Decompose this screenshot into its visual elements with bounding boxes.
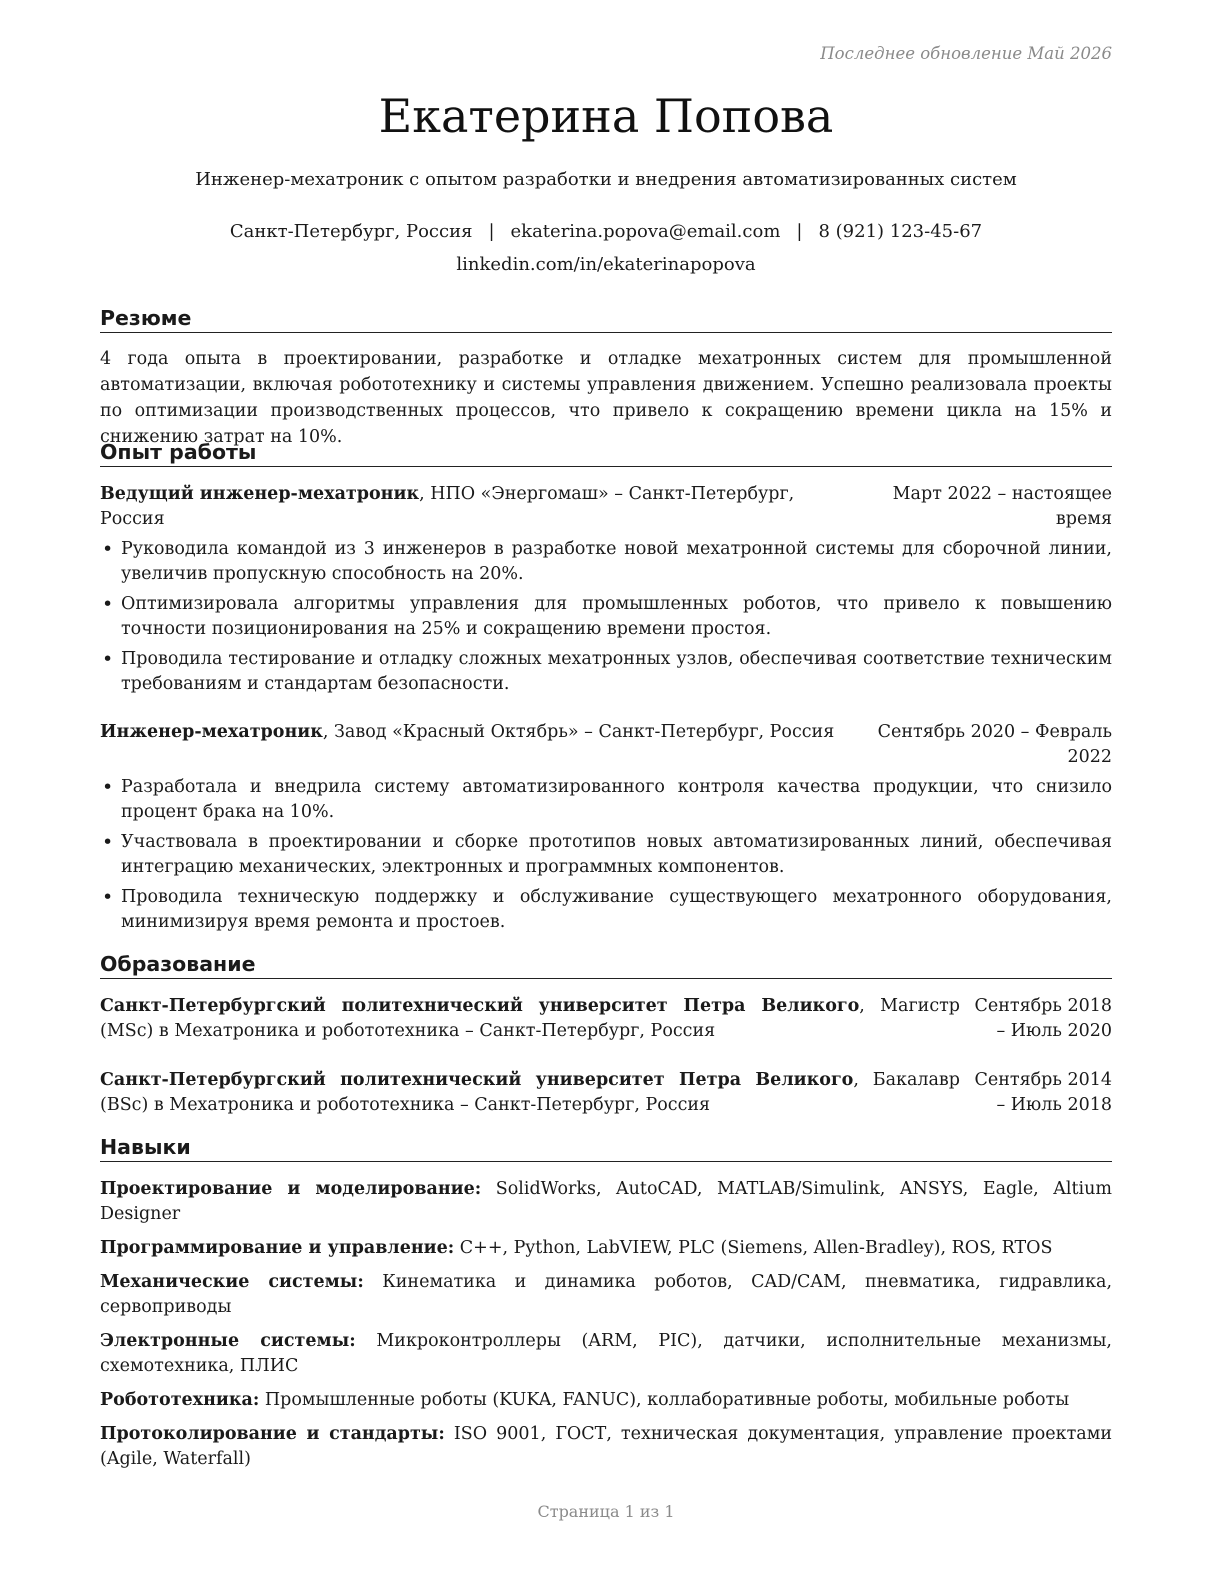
list-item: • Проводила тестирование и отладку сложных мехатронных узлов, обеспечивая соответствие техническим требованиям и стандартам безопасности.: [100, 647, 1112, 697]
list-item: • Проводила техническую поддержку и обслуживание существующего мехатронного оборудования, минимизируя время ремонта и простоев.: [100, 885, 1112, 935]
location: Санкт-Петербург, Россия: [229, 221, 473, 242]
skill-value: Кинематика и динамика роботов, CAD/CAM, пневматика, гидравлика, сервоприводы: [100, 1272, 1113, 1317]
list-item: • Разработала и внедрила систему автоматизированного контроля качества продукции, что снизило процент брака на 10%.: [100, 775, 1112, 825]
skill-line: [100, 1236, 1112, 1261]
skill-label: Программирование и управление:: [100, 1238, 455, 1258]
skill-line: [100, 1388, 1112, 1413]
skill-label: Протоколирование и стандарты:: [100, 1424, 445, 1444]
skill-label: Робототехника:: [100, 1390, 260, 1410]
phone: 8 (921) 123-45-67: [818, 221, 983, 242]
school-name: Санкт-Петербургский политехнический университет Петра Великого: [100, 1070, 854, 1090]
job-org: , Завод «Красный Октябрь» – Санкт-Петербург, Россия: [322, 722, 835, 742]
skill-value: ISO 9001, ГОСТ, техническая документация, управление проектами (Agile, Waterfall): [100, 1424, 1112, 1469]
job-bullets: [100, 537, 1112, 702]
section-title-education: Образование: [100, 951, 1112, 979]
degree-details: , Бакалавр (BSc) в Мехатроника и робототехника – Санкт-Петербург, Россия: [100, 1070, 960, 1115]
job-org: , НПО «Энергомаш» – Санкт-Петербург, Россия: [100, 484, 795, 529]
contact-separator: |: [796, 221, 803, 242]
skill-value: Промышленные роботы (KUKA, FANUC), коллаборативные роботы, мобильные роботы: [259, 1390, 1070, 1410]
contact-line: [100, 220, 1112, 244]
section-title-experience: Опыт работы: [100, 439, 1112, 467]
skill-value: SolidWorks, AutoCAD, MATLAB/Simulink, ANSYS, Eagle, Altium Designer: [100, 1179, 1112, 1224]
skill-line: [100, 1422, 1112, 1472]
skills-list: [100, 1177, 1112, 1481]
last-updated: Последнее обновление Май 2026: [820, 44, 1112, 63]
skill-line: [100, 1270, 1112, 1320]
skill-label: Механические системы:: [100, 1272, 364, 1292]
skill-label: Проектирование и моделирование:: [100, 1179, 482, 1199]
resume-page: [100, 0, 1112, 1584]
education-dates: Сентябрь 2014 – Июль 2018: [974, 1070, 1112, 1115]
linkedin-link[interactable]: linkedin.com/in/ekaterinapopova: [456, 254, 756, 275]
list-item: • Руководила командой из 3 инженеров в разработке новой мехатронной системы для сборочной линии, увеличив пропускную способность на 20%.: [100, 537, 1112, 587]
list-item: • Участвовала в проектировании и сборке прототипов новых автоматизированных линий, обеспечивая интеграцию механических, электронных и программных компонентов.: [100, 830, 1112, 880]
job-role: Ведущий инженер-мехатроник: [100, 484, 420, 504]
job-bullets: [100, 775, 1112, 940]
email-link[interactable]: ekaterina.popova@email.com: [510, 221, 781, 242]
education-dates: Сентябрь 2018 – Июль 2020: [974, 996, 1112, 1041]
candidate-name: Екатерина Попова: [378, 89, 834, 143]
school-name: Санкт-Петербургский политехнический университет Петра Великого: [100, 996, 860, 1016]
skill-line: [100, 1329, 1112, 1379]
skill-label: Электронные системы:: [100, 1331, 356, 1351]
summary-text: 4 года опыта в проектировании, разработке и отладке мехатронных систем для промышленной автоматизации, включая робототехнику и системы управления движением. Успешно реализовала проекты по оптимизации производственных процессов, что привело к сокращению времени цикла на 15% и снижению затрат на 10%.: [100, 349, 1112, 447]
skill-value: Микроконтроллеры (ARM, PIC), датчики, исполнительные механизмы, схемотехника, ПЛИС: [100, 1331, 1112, 1376]
job-role: Инженер-мехатроник: [100, 722, 323, 742]
list-item: • Оптимизировала алгоритмы управления для промышленных роботов, что привело к повышению точности позиционирования на 25% и сокращению времени простоя.: [100, 592, 1112, 642]
page-number: Страница 1 из 1: [537, 1502, 675, 1521]
job-dates: Сентябрь 2020 – Февраль 2022: [877, 722, 1112, 767]
job-dates: Март 2022 – настоящее время: [892, 484, 1112, 529]
headline: Инженер-мехатроник с опытом разработки и внедрения автоматизированных систем: [195, 169, 1017, 190]
skill-line: [100, 1177, 1112, 1227]
contact-separator: |: [488, 221, 495, 242]
skill-value: C++, Python, LabVIEW, PLC (Siemens, Allen-Bradley), ROS, RTOS: [454, 1238, 1053, 1258]
section-title-skills: Навыки: [100, 1134, 1112, 1162]
degree-details: , Магистр (MSc) в Мехатроника и робототехника – Санкт-Петербург, Россия: [100, 996, 961, 1041]
section-title-summary: Резюме: [100, 305, 1112, 333]
